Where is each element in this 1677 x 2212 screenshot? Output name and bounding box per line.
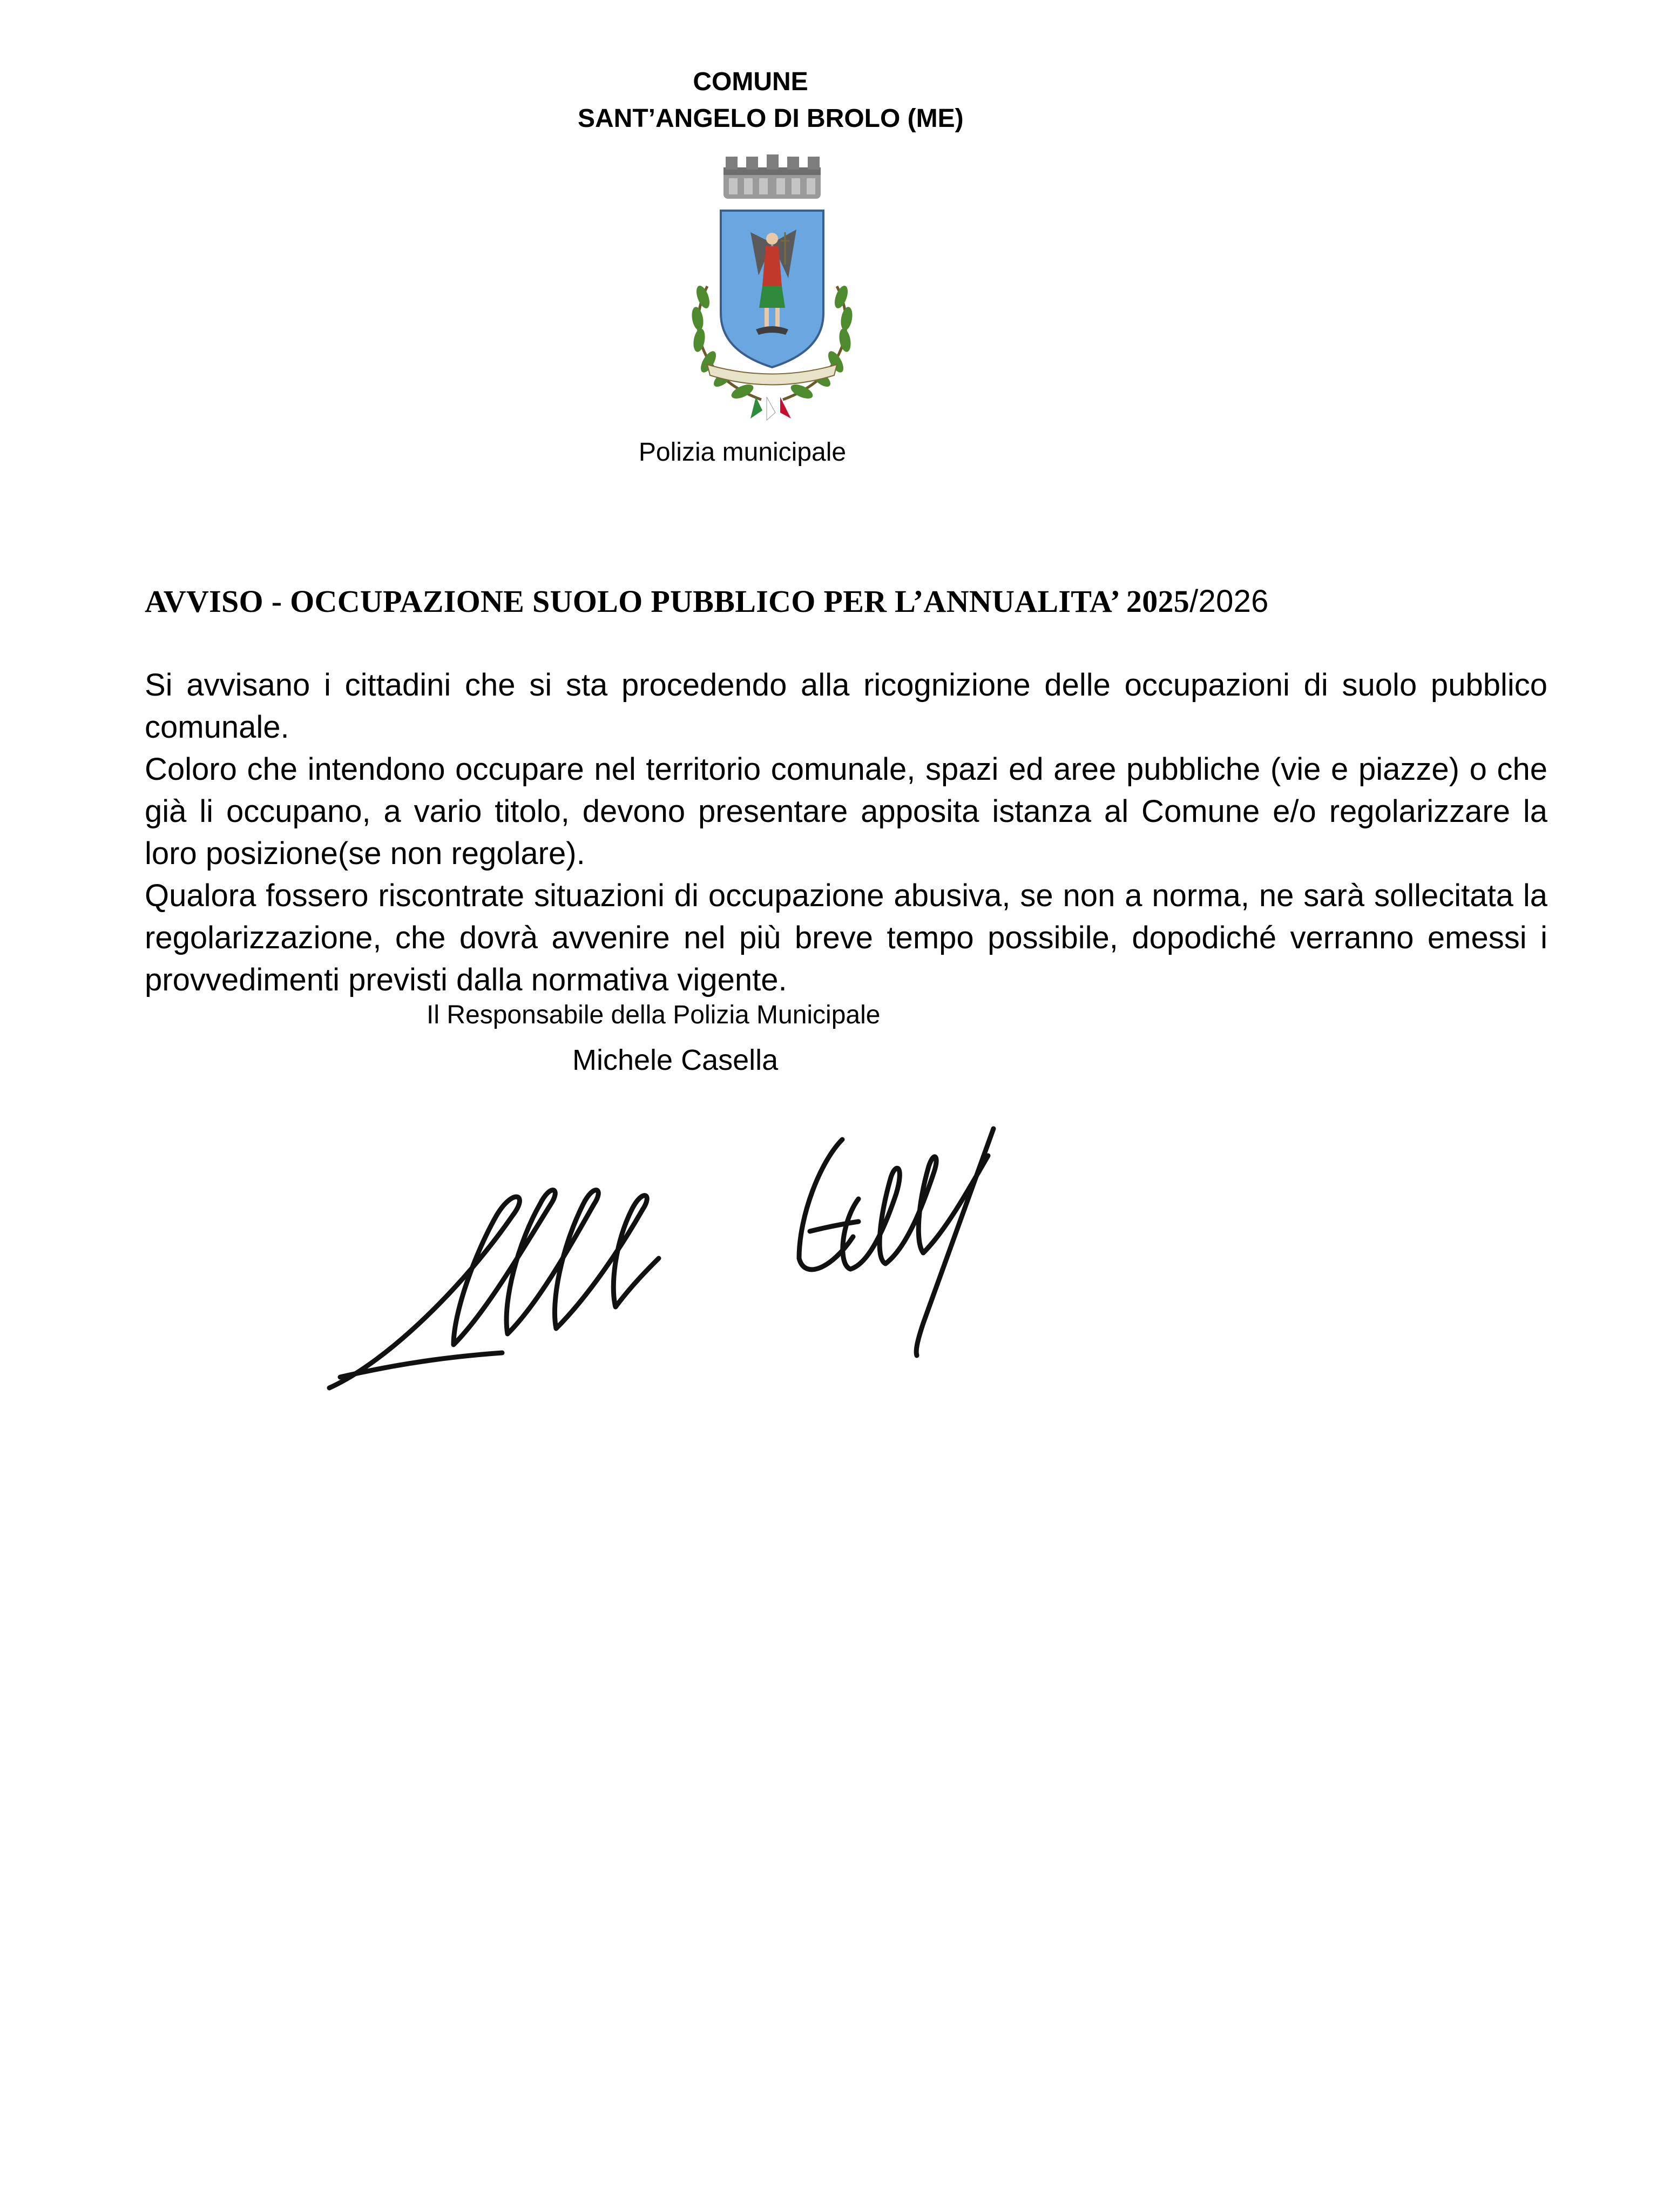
crown-icon bbox=[723, 154, 821, 199]
department-name: Polizia municipale bbox=[638, 438, 847, 467]
signer-name: Michele Casella bbox=[572, 1044, 779, 1076]
notice-title-main: AVVISO - OCCUPAZIONE SUOLO PUBBLICO PER L’ANNUALITA’ 2025 bbox=[145, 584, 1190, 619]
municipal-crest bbox=[670, 151, 875, 421]
notice-paragraph: Si avvisano i cittadini che si sta procedendo alla ricognizione delle occupazioni di suolo pubblico comunale. bbox=[145, 667, 1547, 745]
notice-title-year-suffix: /2026 bbox=[1189, 584, 1269, 619]
handwritten-signature bbox=[324, 1107, 1188, 1410]
municipality-name: SANT’ANGELO DI BROLO (ME) bbox=[578, 104, 964, 133]
header-title bbox=[578, 64, 964, 137]
signer-role: Il Responsabile della Polizia Municipale bbox=[427, 1001, 881, 1029]
institution-name: COMUNE bbox=[693, 68, 808, 96]
ribbon-icon bbox=[750, 397, 791, 420]
notice-paragraph: Qualora fossero riscontrate situazioni di occupazione abusiva, se non a norma, ne sarà sollecitata la regolarizzazione, che dovrà avvenire nel più breve tempo possibile, dopodiché verranno emessi i provvedimenti previsti dalla normativa vigente. bbox=[145, 878, 1547, 997]
notice-paragraph: Coloro che intendono occupare nel territorio comunale, spazi ed aree pubbliche (vie e piazze) o che già li occupano, a vario titolo, devono presentare apposita istanza al Comune e/o regolarizzare la loro posizione(se non regolare). bbox=[145, 752, 1547, 871]
notice-title bbox=[145, 583, 1602, 619]
notice-body bbox=[145, 664, 1547, 1001]
